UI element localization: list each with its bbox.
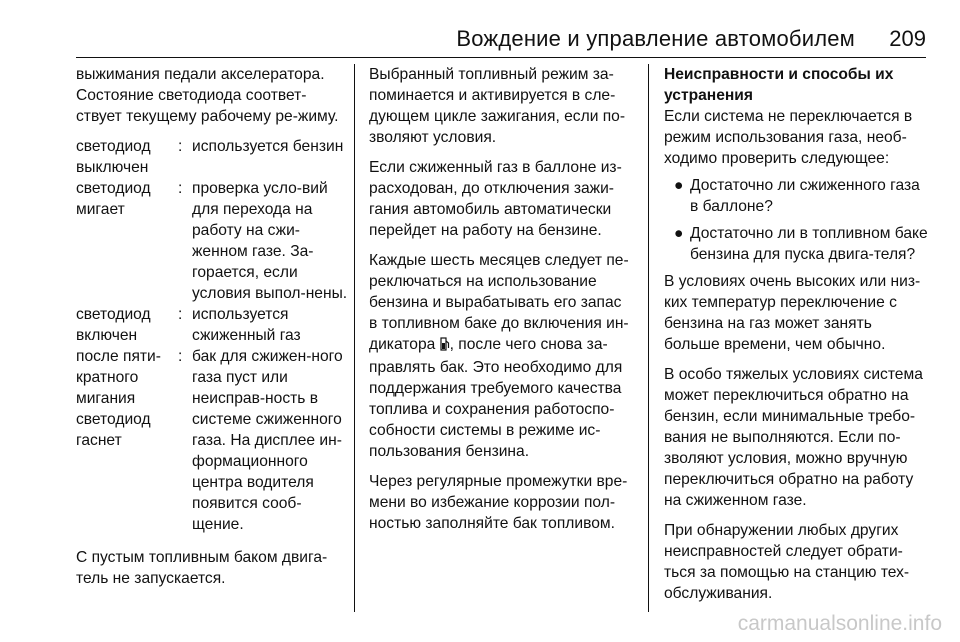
header-rule: [76, 57, 926, 58]
fuel-indicator-icon: [440, 336, 450, 357]
led-state-term: светодиод мигает: [76, 180, 151, 218]
paragraph: При обнаружении любых других неисправностей следует обрати-ться за помощью на станцию тех-обслуживания.: [664, 522, 910, 602]
led-state-row: [76, 346, 348, 535]
list-item-text: Достаточно ли в топливном баке бензина для пуска двига-теля?: [690, 225, 928, 263]
led-state-row: [76, 178, 348, 304]
paragraph-with-icon: [369, 250, 634, 462]
led-state-separator: :: [178, 138, 183, 155]
led-state-row: [76, 136, 348, 178]
column-1: [76, 64, 348, 598]
list-item: [664, 223, 930, 265]
led-state-separator: :: [178, 306, 183, 323]
paragraph: Выбранный топливный режим за-поминается и активируется в сле-дующем цикле зажигания, если по-зволяют условия.: [369, 66, 626, 146]
bullet-list: [664, 175, 930, 265]
paragraph: В особо тяжелых условиях система может переключиться обратно на бензин, если минимальные требо-вания не выполняются. Если по-зволяют условия, можно вручную переключиться обратно на работу на сжиженном газе.: [664, 366, 923, 509]
page-number: 209: [889, 26, 926, 51]
column-divider-2: [648, 64, 649, 612]
paragraph: Через регулярные промежутки вре-мени во избежание коррозии пол-ностью заполняйте бак топливом.: [369, 473, 628, 532]
led-state-definition: используется сжиженный газ: [192, 306, 301, 344]
page-header: [0, 26, 960, 54]
led-state-term: после пяти-кратного мигания светодиод гаснет: [76, 348, 161, 449]
list-item-text: Достаточно ли сжиженного газа в баллоне?: [690, 177, 920, 215]
led-state-term: светодиод выключен: [76, 138, 151, 176]
paragraph: В условиях очень высоких или низ-ких температур переключение с бензина на газ может занять больше времени, чем обычно.: [664, 273, 921, 353]
led-state-definition: проверка усло-вий для перехода на работу на сжи-женном газе. За-горается, если условия выпол-нены.: [192, 180, 348, 302]
intro-paragraph: выжимания педали акселератора. Состояние светодиода соответ-ствует текущему рабочему ре-жиму.: [76, 66, 339, 125]
paragraph: Если система не переключается в режим использования газа, необ-ходимо проверить следующее:: [664, 108, 913, 167]
paragraph: Если сжиженный газ в баллоне из-расходован, до отключения зажи-гания автомобиль автоматически перейдет на работу на бензине.: [369, 159, 622, 239]
led-state-separator: :: [178, 180, 183, 197]
outro-paragraph: С пустым топливным баком двига-тель не запускается.: [76, 549, 328, 587]
bullet-icon: ●: [674, 177, 684, 194]
paragraph-text: Каждые шесть месяцев следует пе-реключаться на использование бензина и вырабатывать его запас в топливном баке до включения ин-дикатора: [369, 252, 629, 353]
bullet-icon: ●: [674, 225, 684, 242]
led-state-term: светодиод включен: [76, 306, 151, 344]
led-state-row: [76, 304, 348, 346]
led-state-definition: используется бензин: [192, 138, 344, 155]
led-state-list: [76, 136, 348, 535]
column-2: [369, 64, 634, 543]
section-heading: Неисправности и способы их устранения: [664, 66, 894, 104]
led-state-definition: бак для сжижен-ного газа пуст или неисправ-ность в системе сжиженного газа. На дисплее ин-формационного центра водителя появится сооб-щение.: [192, 348, 343, 533]
led-state-separator: :: [178, 348, 183, 365]
column-3: [664, 64, 930, 613]
list-item: [664, 175, 930, 217]
paragraph-text: , после чего снова за-правлять бак. Это необходимо для поддержания требуемого качества топлива и сохранения работоспо-собности системы в режиме ис-пользования бензина.: [369, 336, 623, 460]
column-divider-1: [354, 64, 355, 612]
watermark: carmanualsonline.info: [737, 612, 942, 635]
page-title: Вождение и управление автомобилем: [456, 26, 855, 51]
